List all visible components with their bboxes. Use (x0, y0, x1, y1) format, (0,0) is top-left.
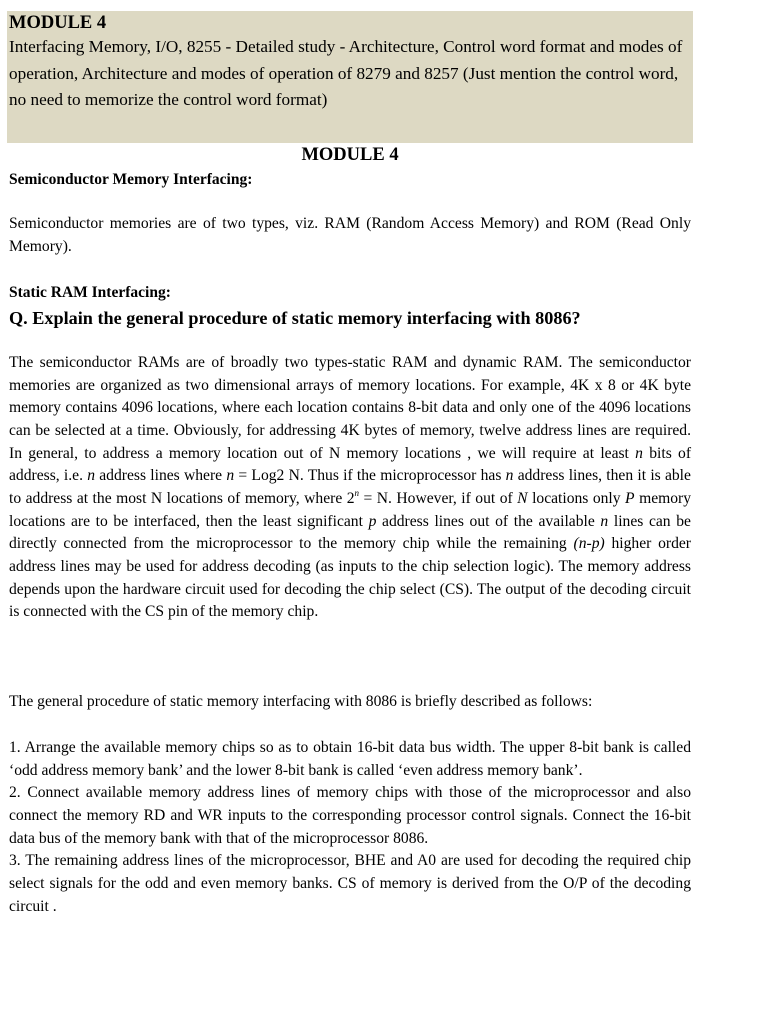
paragraph-memory-types (9, 213, 691, 258)
variable-n: n (226, 467, 235, 485)
procedure-intro-text: The general procedure of static memory interfacing with 8086 is briefly described as follows: (9, 693, 593, 710)
text-run: locations only (532, 489, 621, 507)
procedure-steps (9, 737, 691, 918)
paragraph-procedure-intro (9, 691, 691, 714)
paragraph-ram-explanation (9, 352, 691, 624)
variable-n: n (505, 467, 514, 485)
text-run: The semiconductor RAMs are of broadly two types-static RAM and dynamic RAM. The semiconductor memories are organized as two dimensional arrays of memory locations. For example, 4K x 8 or 4K byte memory contains 4096 locations, where each location contains 8-bit data and only one of the 4096 locations can be selected at a time. Obviously, for addressing 4K bytes of memory, twelve address lines are required. In general, to address a memory location out of N memory locations , we will require at least (9, 354, 691, 462)
text-run: memory locations are to be interfaced, then the least significant (9, 489, 692, 530)
syllabus-title: MODULE 4 (9, 13, 107, 33)
section-static-ram (9, 283, 691, 303)
step-2: 2. Connect available memory address lines of memory chips with those of the microprocessor and also connect the memory RD and WR inputs to the corresponding processor control signals. Connect the 16-bit data bus of the memory bank with that of the microprocessor 8086. (9, 784, 691, 847)
text-run: address lines, then it is able to address at the most N locations of memory, where 2 (9, 467, 691, 507)
step-1: 1. Arrange the available memory chips so as to obtain 16-bit data bus width. The upper 8-bit bank is called ‘odd address memory bank’ and the lower 8-bit bank is called ‘even address memory bank’. (9, 739, 691, 779)
module-heading: MODULE 4 (301, 145, 399, 165)
text-run: address lines out of the available (382, 512, 595, 530)
section-semiconductor-memory (9, 170, 691, 190)
memory-types-text: Semiconductor memories are of two types, viz. RAM (Random Access Memory) and ROM (Read Only Memory). (9, 215, 691, 255)
section-heading-semiconductor-memory: Semiconductor Memory Interfacing: (9, 171, 253, 188)
text-run: = Log2 N. Thus if the microprocessor has (238, 467, 502, 485)
question-text: Q. Explain the general procedure of static memory interfacing with 8086? (9, 308, 581, 328)
variable-n: n (87, 467, 96, 485)
variable-p: p (368, 512, 377, 530)
variable-n: n (635, 444, 643, 462)
syllabus-text: Interfacing Memory, I/O, 8255 - Detailed study - Architecture, Control word format and modes of operation, Architecture and modes of operation of 8279 and 8257 (Just mention the control word, no need to memorize the control word format) (9, 37, 683, 109)
text-run: bits of address, i.e. (9, 444, 692, 485)
text-run: higher order address lines may be used for address decoding (as inputs to the chip selection logic). The memory address depends upon the hardware circuit used for decoding the chip select (CS). The output of the decoding circuit is connected with the CS pin of the memory chip. (9, 535, 691, 621)
ram-explanation-text (9, 352, 691, 624)
variable-n: n (600, 512, 609, 530)
variable-P: P (625, 489, 635, 507)
variable-N: N (517, 489, 528, 507)
text-run: = N. However, if out of (363, 489, 513, 507)
syllabus-box (7, 11, 693, 143)
step-3: 3. The remaining address lines of the microprocessor, BHE and A0 are used for decoding the required chip select signals for the odd and even memory banks. CS of memory is derived from the O/P of the decoding circuit . (9, 852, 691, 915)
variable-n-minus-p: (n-p) (573, 535, 605, 553)
superscript-n: n (354, 487, 360, 498)
text-run: lines can be directly connected from the microprocessor to the memory chip while the remaining (9, 512, 691, 553)
text-run: address lines where (99, 467, 223, 485)
section-heading-static-ram: Static RAM Interfacing: (9, 284, 171, 301)
question-block (9, 306, 691, 330)
